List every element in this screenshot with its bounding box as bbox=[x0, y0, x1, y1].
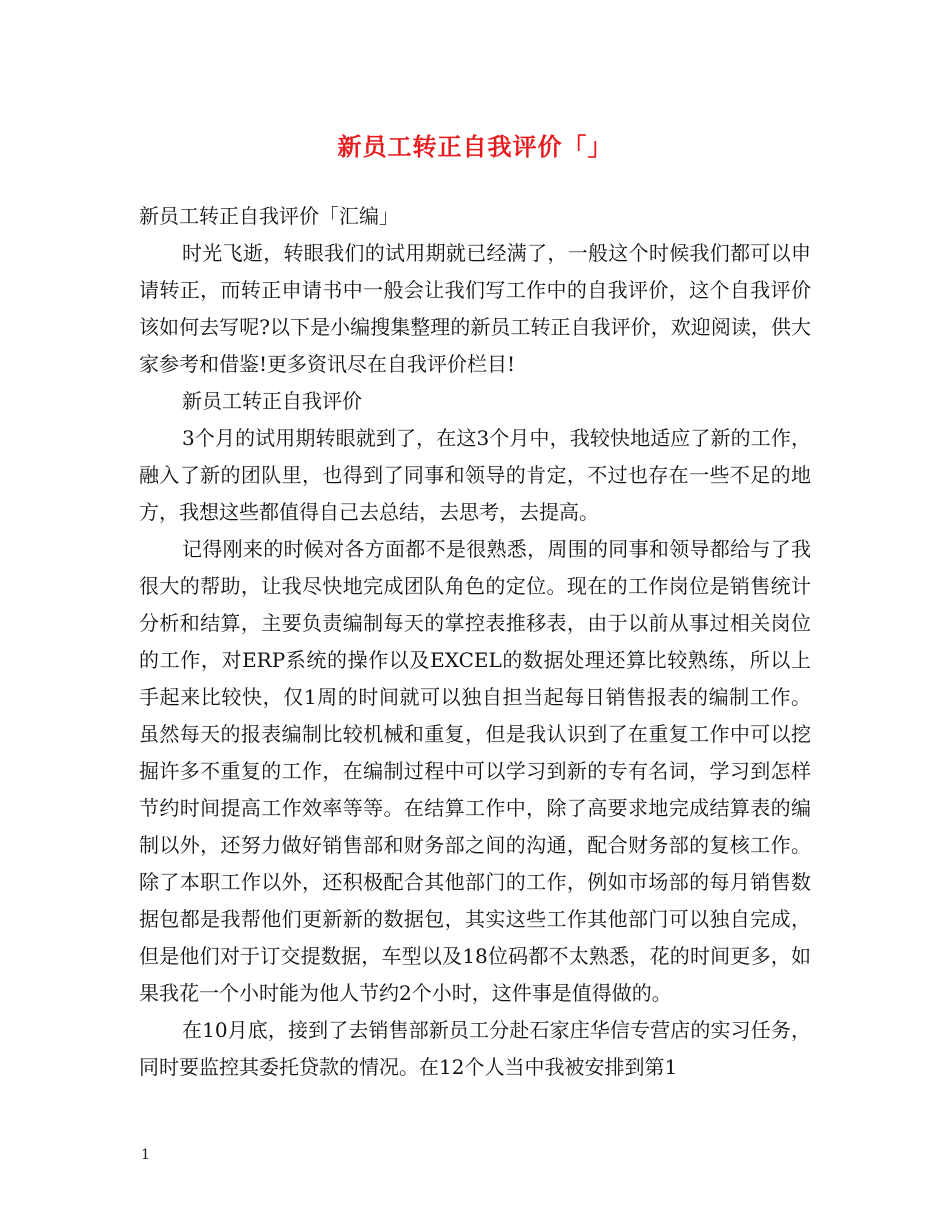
paragraph-internship: 在10月底，接到了去销售部新员工分赴石家庄华信专营店的实习任务，同时要监控其委托贷款的情况。在12个人当中我被安排到第1 bbox=[139, 1018, 811, 1079]
document-body bbox=[139, 198, 811, 1086]
paragraph-work-details: 记得刚来的时候对各方面都不是很熟悉，周围的同事和领导都给与了我很大的帮助，让我尽快地完成团队角色的定位。现在的工作岗位是销售统计分析和结算，主要负责编制每天的掌控表推移表，由于以前从事过相关岗位的工作，对ERP系统的操作以及EXCEL的数据处理还算比较熟练，所以上手起来比较快，仅1周的时间就可以独自担当起每日销售报表的编制工作。虽然每天的报表编制比较机械和重复，但是我认识到了在重复工作中可以挖掘许多不重复的工作，在编制过程中可以学习到新的专有名词，学习到怎样节约时间提高工作效率等等。在结算工作中，除了高要求地完成结算表的编制以外，还努力做好销售部和财务部之间的沟通，配合财务部的复核工作。除了本职工作以外，还积极配合其他部门的工作，例如市场部的每月销售数据包都是我帮他们更新新的数据包，其实这些工作其他部门可以独自完成，但是他们对于订交提数据，车型以及18位码都不太熟悉，花的时间更多，如果我花一个小时能为他人节约2个小时，这件事是值得做的。 bbox=[139, 537, 811, 1005]
paragraph-intro: 时光飞逝，转眼我们的试用期就已经满了，一般这个时候我们都可以申请转正，而转正申请书中一般会让我们写工作中的自我评价，这个自我评价该如何去写呢?以下是小编搜集整理的新员工转正自我评价，欢迎阅读，供大家参考和借鉴!更多资讯尽在自我评价栏目! bbox=[139, 241, 811, 376]
paragraph-heading: 新员工转正自我评价 bbox=[182, 389, 362, 413]
paragraph-subtitle: 新员工转正自我评价「汇编」 bbox=[139, 204, 399, 228]
document-title: 新员工转正自我评价「」 bbox=[337, 132, 613, 161]
page-number: 1 bbox=[141, 1147, 150, 1163]
paragraph-trial-period: 3个月的试用期转眼就到了，在这3个月中，我较快地适应了新的工作，融入了新的团队里，也得到了同事和领导的肯定，不过也存在一些不足的地方，我想这些都值得自己去总结，去思考，去提高。 bbox=[139, 426, 811, 524]
